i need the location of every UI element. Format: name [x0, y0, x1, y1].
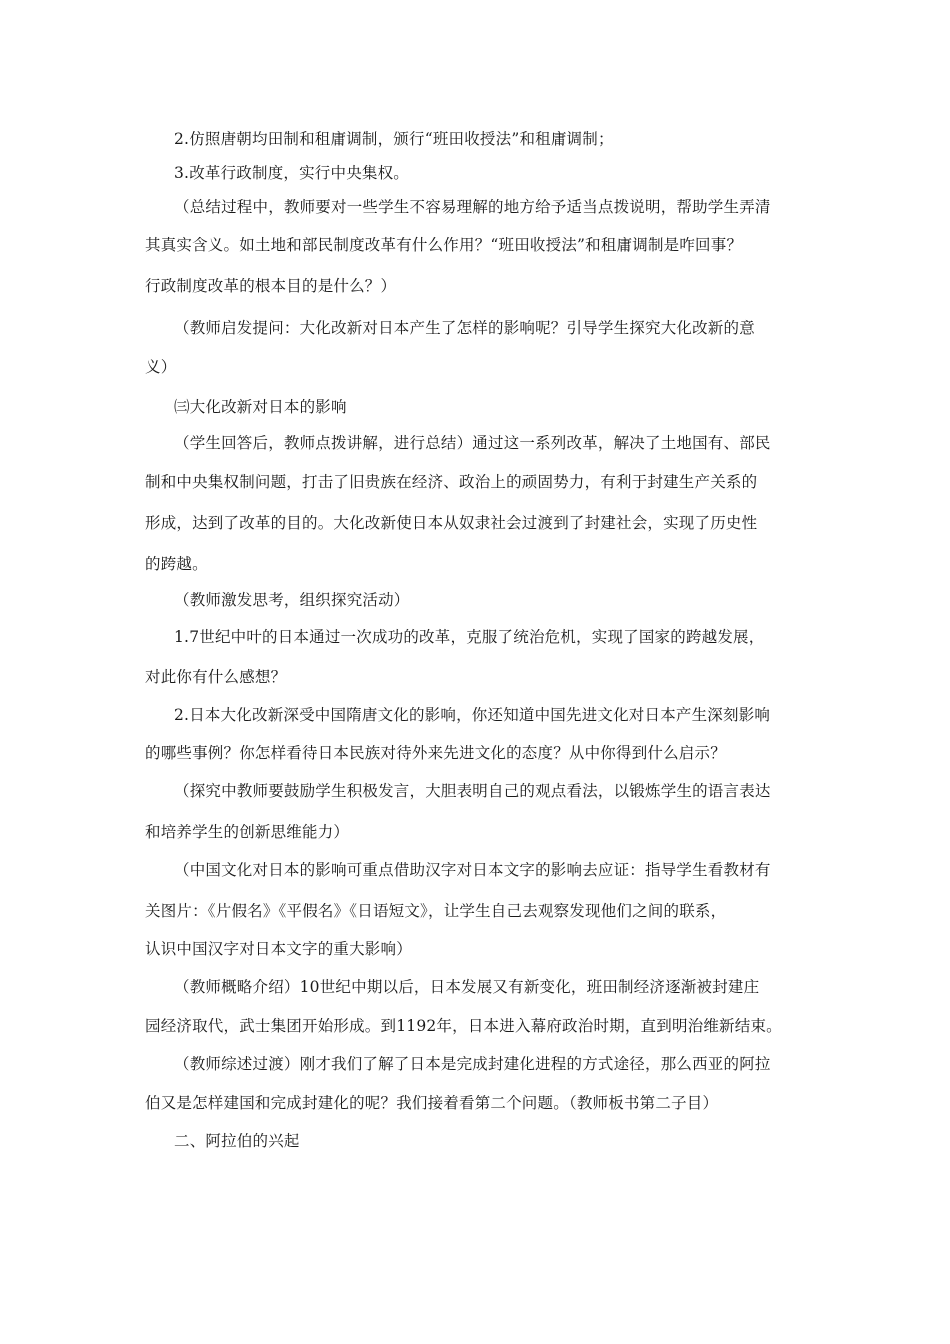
text-line: 对此你有什么感想？: [145, 668, 287, 686]
text-line: （中国文化对日本的影响可重点借助汉字对日本文字的影响去应证：指导学生看教材有: [174, 861, 771, 879]
text-line: 行政制度改革的根本目的是什么？）: [145, 277, 397, 295]
section-heading: 二、阿拉伯的兴起: [174, 1132, 300, 1150]
text-line: 认识中国汉字对日本文字的重大影响）: [145, 940, 412, 958]
text-line: （教师综述过渡）刚才我们了解了日本是完成封建化进程的方式途径，那么西亚的阿拉: [174, 1055, 771, 1073]
text-line: 形成，达到了改革的目的。大化改新使日本从奴隶社会过渡到了封建社会，实现了历史性: [145, 514, 758, 532]
text-line: 园经济取代，武士集团开始形成。到1192年，日本进入幕府政治时期，直到明治维新结束。: [145, 1017, 782, 1035]
text-line: 其真实含义。如土地和部民制度改革有什么作用？“班田收授法”和租庸调制是咋回事？: [145, 236, 743, 254]
text-line: 3.改革行政制度，实行中央集权。: [174, 164, 409, 182]
text-line: （学生回答后，教师点拨讲解，进行总结）通过这一系列改革，解决了土地国有、部民: [174, 434, 771, 452]
text-line: （教师启发提问：大化改新对日本产生了怎样的影响呢？引导学生探究大化改新的意: [174, 319, 755, 337]
text-line: 和培养学生的创新思维能力）: [145, 823, 350, 841]
text-line: （探究中教师要鼓励学生积极发言，大胆表明自己的观点看法，以锻炼学生的语言表达: [174, 782, 771, 800]
text-line: （教师概略介绍）10世纪中期以后，日本发展又有新变化，班田制经济逐渐被封建庄: [174, 978, 760, 996]
text-line: 义）: [145, 358, 177, 376]
text-line: 的哪些事例？你怎样看待日本民族对待外来先进文化的态度？从中你得到什么启示？: [145, 744, 726, 762]
section-heading: ㈢大化改新对日本的影响: [174, 398, 347, 416]
text-line: 伯又是怎样建国和完成封建化的呢？我们接着看第二个问题。（教师板书第二子目）: [145, 1094, 719, 1112]
text-line: 的跨越。: [145, 555, 208, 573]
text-line: （教师激发思考，组织探究活动）: [174, 591, 410, 609]
text-line: 关图片：《片假名》《平假名》《日语短文》，让学生自己去观察发现他们之间的联系，: [145, 902, 727, 920]
text-line: （总结过程中，教师要对一些学生不容易理解的地方给予适当点拨说明，帮助学生弄清: [174, 198, 771, 216]
text-line: 2.仿照唐朝均田制和租庸调制，颁行“班田收授法”和租庸调制；: [174, 130, 614, 148]
text-line: 2.日本大化改新深受中国隋唐文化的影响，你还知道中国先进文化对日本产生深刻影响: [174, 706, 771, 724]
text-line: 制和中央集权制问题，打击了旧贵族在经济、政治上的顽固势力，有利于封建生产关系的: [145, 473, 758, 491]
text-line: 1.7世纪中叶的日本通过一次成功的改革，克服了统治危机，实现了国家的跨越发展，: [174, 628, 765, 646]
